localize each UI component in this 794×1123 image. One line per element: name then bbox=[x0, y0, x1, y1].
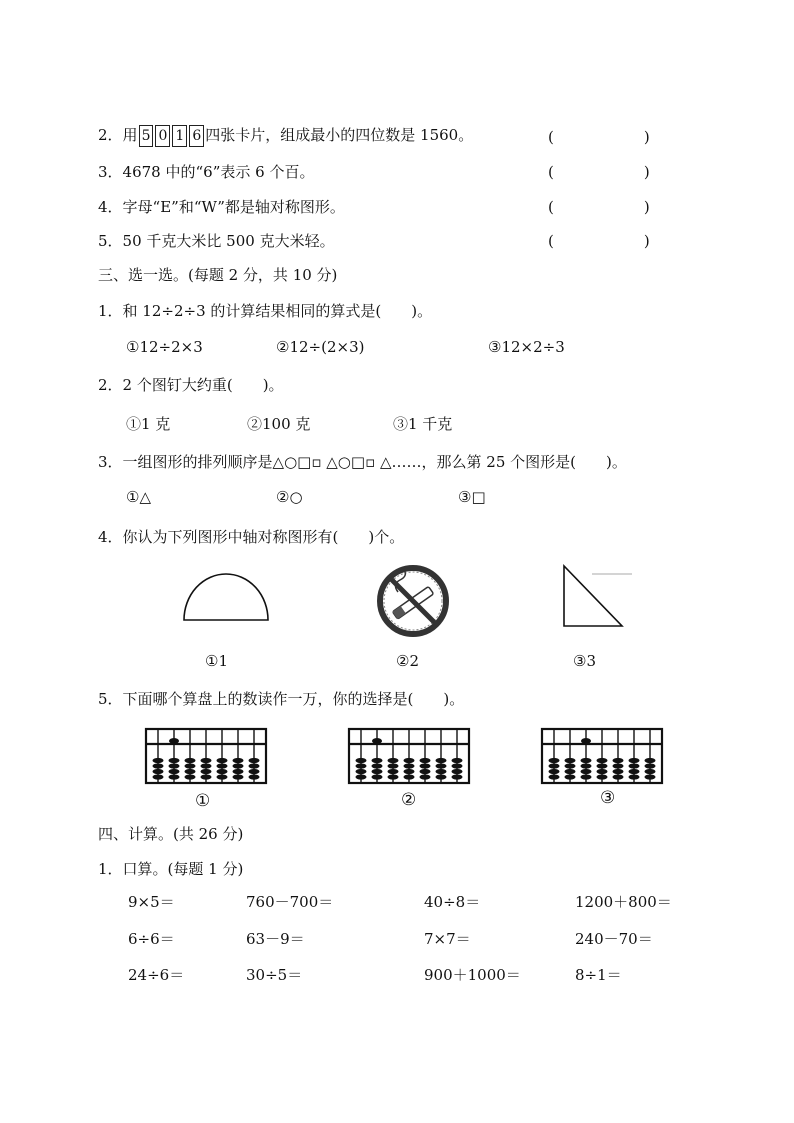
abacus-bead bbox=[452, 758, 463, 763]
calc-item[interactable]: 900＋1000＝ bbox=[424, 966, 521, 984]
section3-title: 三、选一选。(每题 2 分，共 10 分) bbox=[98, 266, 338, 284]
judge-q5: 5．50 千克大米比 500 克大米轻。 bbox=[98, 232, 335, 250]
abacus-bead bbox=[645, 763, 656, 768]
choice-q5-option-3[interactable]: ③ bbox=[600, 788, 616, 808]
choice-q4-option-3[interactable]: ③3 bbox=[573, 652, 596, 670]
abacus-bead bbox=[452, 763, 463, 768]
calc-item[interactable]: 9×5＝ bbox=[128, 893, 175, 911]
abacus-bead bbox=[629, 774, 640, 779]
abacus-bead bbox=[249, 769, 260, 774]
abacus-bead bbox=[388, 763, 399, 768]
abacus-bead bbox=[217, 769, 228, 774]
calc-item[interactable]: 6÷6＝ bbox=[128, 930, 175, 948]
calc-item[interactable]: 24÷6＝ bbox=[128, 966, 185, 984]
answer-paren-q3[interactable]: ( ) bbox=[548, 163, 670, 181]
abacus-bead bbox=[388, 758, 399, 763]
choice-q2-stem: 2．2 个图钉大约重( )。 bbox=[98, 376, 284, 394]
abacus-bead bbox=[201, 769, 212, 774]
digit-card: 5 bbox=[139, 125, 154, 147]
abacus-bead bbox=[153, 774, 164, 779]
abacus-bead bbox=[217, 774, 228, 779]
abacus-bead bbox=[581, 774, 592, 779]
abacus-bead bbox=[565, 763, 576, 768]
abacus-bead bbox=[645, 769, 656, 774]
abacus-bead bbox=[436, 758, 447, 763]
abacus-bead bbox=[549, 758, 560, 763]
abacus-bead bbox=[169, 774, 180, 779]
digit-card: 6 bbox=[189, 125, 204, 147]
abacus-bead bbox=[436, 763, 447, 768]
abacus-bead bbox=[597, 774, 608, 779]
abacus-bead bbox=[372, 774, 383, 779]
abacus-bead bbox=[420, 758, 431, 763]
choice-q5-stem: 5．下面哪个算盘上的数读作一万，你的选择是( )。 bbox=[98, 690, 465, 708]
abacus-bead bbox=[404, 763, 415, 768]
choice-q2-option-2[interactable]: ②100 克 bbox=[247, 415, 311, 433]
abacus-bead bbox=[452, 774, 463, 779]
abacus-bead bbox=[629, 769, 640, 774]
abacus-bead bbox=[356, 763, 367, 768]
abacus-bead bbox=[420, 769, 431, 774]
calc-item[interactable]: 7×7＝ bbox=[424, 930, 471, 948]
abacus-bead bbox=[372, 738, 382, 744]
judge-q4: 4．字母“E”和“W”都是轴对称图形。 bbox=[98, 198, 345, 216]
abacus-bead bbox=[217, 763, 228, 768]
calc-item[interactable]: 30÷5＝ bbox=[246, 966, 303, 984]
abacus-bead bbox=[233, 769, 244, 774]
abacus-bead bbox=[169, 763, 180, 768]
judge-q2 bbox=[98, 124, 473, 147]
semicircle-figure bbox=[182, 570, 270, 622]
abacus-bead bbox=[185, 758, 196, 763]
abacus-bead bbox=[565, 769, 576, 774]
abacus-bead bbox=[549, 769, 560, 774]
abacus-bead bbox=[436, 769, 447, 774]
abacus-bead bbox=[436, 774, 447, 779]
choice-q3-option-3[interactable]: ③□ bbox=[458, 488, 486, 506]
abacus-bead bbox=[597, 758, 608, 763]
abacus-1 bbox=[145, 728, 267, 784]
choice-q3-option-2[interactable]: ②○ bbox=[276, 488, 303, 506]
q2-num: 2． bbox=[98, 126, 123, 144]
calc-item[interactable]: 8÷1＝ bbox=[575, 966, 622, 984]
abacus-bead bbox=[629, 758, 640, 763]
calc-item[interactable]: 1200＋800＝ bbox=[575, 893, 672, 911]
abacus-bead bbox=[217, 758, 228, 763]
choice-q5-option-1[interactable]: ① bbox=[195, 791, 211, 811]
abacus-2 bbox=[348, 728, 470, 784]
abacus-bead bbox=[153, 758, 164, 763]
choice-q1-option-2[interactable]: ②12÷(2×3) bbox=[276, 338, 365, 356]
abacus-bead bbox=[549, 774, 560, 779]
abacus-bead bbox=[153, 769, 164, 774]
abacus-bead bbox=[388, 774, 399, 779]
abacus-bead bbox=[613, 758, 624, 763]
abacus-bead bbox=[233, 763, 244, 768]
abacus-bead bbox=[613, 774, 624, 779]
abacus-bead bbox=[372, 769, 383, 774]
abacus-bead bbox=[613, 763, 624, 768]
abacus-bead bbox=[597, 769, 608, 774]
choice-q4-option-2[interactable]: ②2 bbox=[396, 652, 419, 670]
choice-q4-stem: 4．你认为下列图形中轴对称图形有( )个。 bbox=[98, 528, 405, 546]
choice-q3-option-1[interactable]: ①△ bbox=[126, 488, 151, 506]
abacus-bead bbox=[249, 774, 260, 779]
abacus-bead bbox=[597, 763, 608, 768]
abacus-bead bbox=[356, 774, 367, 779]
choice-q2-option-3[interactable]: ③1 千克 bbox=[393, 415, 453, 433]
calc-item[interactable]: 40÷8＝ bbox=[424, 893, 481, 911]
abacus-bead bbox=[629, 763, 640, 768]
abacus-bead bbox=[233, 774, 244, 779]
answer-paren-q5[interactable]: ( ) bbox=[548, 232, 670, 250]
digit-card: 0 bbox=[155, 125, 170, 147]
abacus-bead bbox=[356, 769, 367, 774]
judge-q3: 3．4678 中的“6”表示 6 个百。 bbox=[98, 163, 315, 181]
abacus-bead bbox=[565, 774, 576, 779]
abacus-bead bbox=[185, 769, 196, 774]
abacus-bead bbox=[169, 738, 179, 744]
calc-item[interactable]: 240－70＝ bbox=[575, 930, 653, 948]
calc-item[interactable]: 63－9＝ bbox=[246, 930, 305, 948]
digit-card: 1 bbox=[172, 125, 187, 147]
abacus-bead bbox=[233, 758, 244, 763]
abacus-bead bbox=[169, 758, 180, 763]
abacus-bead bbox=[185, 774, 196, 779]
abacus-bead bbox=[613, 769, 624, 774]
abacus-bead bbox=[549, 763, 560, 768]
abacus-bead bbox=[153, 763, 164, 768]
choice-q2-option-1[interactable]: ①1 克 bbox=[126, 415, 171, 433]
abacus-bead bbox=[404, 769, 415, 774]
abacus-bead bbox=[372, 758, 383, 763]
q2-post: 四张卡片，组成最小的四位数是 1560。 bbox=[205, 126, 474, 144]
abacus-bead bbox=[356, 758, 367, 763]
abacus-bead bbox=[249, 758, 260, 763]
choice-q4-option-1[interactable]: ①1 bbox=[205, 652, 228, 670]
choice-q5-option-2[interactable]: ② bbox=[401, 790, 417, 810]
abacus-bead bbox=[420, 763, 431, 768]
abacus-bead bbox=[645, 758, 656, 763]
abacus-3 bbox=[541, 728, 663, 784]
abacus-bead bbox=[249, 763, 260, 768]
calc-item[interactable]: 760－700＝ bbox=[246, 893, 334, 911]
abacus-bead bbox=[372, 763, 383, 768]
abacus-bead bbox=[201, 758, 212, 763]
choice-q1-stem: 1．和 12÷2÷3 的计算结果相同的算式是( )。 bbox=[98, 302, 433, 320]
choice-q3-stem: 3．一组图形的排列顺序是△○□▫ △○□▫ △……，那么第 25 个图形是( )。 bbox=[98, 453, 627, 471]
abacus-bead bbox=[581, 758, 592, 763]
abacus-bead bbox=[404, 774, 415, 779]
abacus-bead bbox=[185, 763, 196, 768]
abacus-bead bbox=[404, 758, 415, 763]
q2-pre: 用 bbox=[122, 126, 138, 144]
abacus-bead bbox=[581, 738, 591, 744]
abacus-bead bbox=[645, 774, 656, 779]
answer-paren-q2[interactable]: ( ) bbox=[548, 128, 670, 146]
section4-title: 四、计算。(共 26 分) bbox=[98, 825, 244, 843]
abacus-bead bbox=[581, 763, 592, 768]
abacus-bead bbox=[388, 769, 399, 774]
abacus-bead bbox=[452, 769, 463, 774]
abacus-bead bbox=[581, 769, 592, 774]
abacus-bead bbox=[201, 763, 212, 768]
choice-q1-option-1[interactable]: ①12÷2×3 bbox=[126, 338, 203, 356]
abacus-bead bbox=[201, 774, 212, 779]
no-smoking-sign-icon bbox=[376, 564, 450, 638]
section4-sub1: 1．口算。(每题 1 分) bbox=[98, 860, 244, 878]
abacus-bead bbox=[565, 758, 576, 763]
abacus-bead bbox=[169, 769, 180, 774]
choice-q1-option-3[interactable]: ③12×2÷3 bbox=[488, 338, 565, 356]
answer-paren-q4[interactable]: ( ) bbox=[548, 198, 670, 216]
abacus-bead bbox=[420, 774, 431, 779]
right-triangle-figure bbox=[560, 564, 634, 630]
